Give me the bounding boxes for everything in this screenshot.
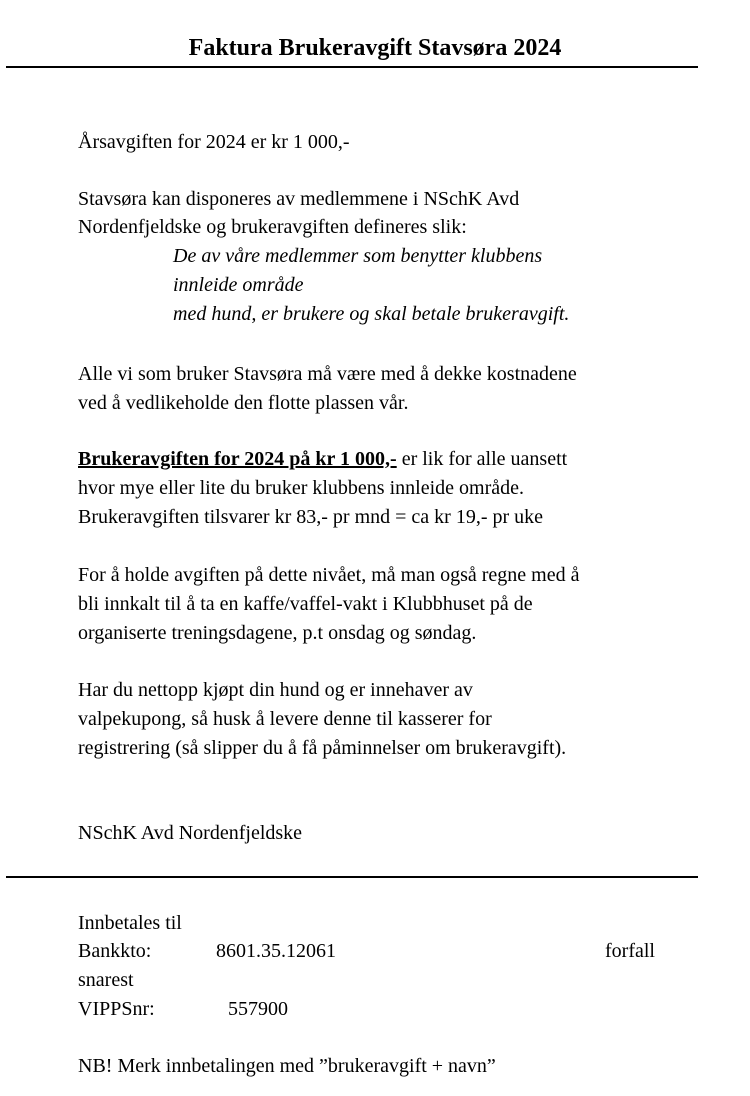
header-divider [6, 66, 698, 68]
definition-line-1: Stavsøra kan disponeres av medlemmene i NSchK Avd [78, 188, 520, 210]
fee-highlight: Brukeravgiften for 2024 på kr 1 000,- [78, 448, 397, 470]
all-users-line-2: ved å vedlikeholde den flotte plassen vår. [78, 392, 409, 414]
fee-line-1 [78, 445, 567, 474]
document-title: Faktura Brukeravgift Stavsøra 2024 [188, 35, 562, 61]
bank-account-label: Bankkto: [78, 940, 152, 962]
annual-fee-text: Årsavgiften for 2024 er kr 1 000,- [78, 131, 350, 153]
vipps-label: VIPPSnr: [78, 998, 155, 1020]
duty-line-3: organiserte treningsdagene, p.t onsdag og søndag. [78, 622, 477, 644]
vipps-number: 557900 [228, 998, 288, 1020]
payment-note: NB! Merk innbetalingen med ”brukeravgift + navn” [78, 1055, 496, 1077]
puppy-line-3: registrering (så slipper du å få påminnelser om brukeravgift). [78, 737, 567, 759]
due-value: snarest [78, 969, 134, 991]
fee-line-2: hvor mye eller lite du bruker klubbens innleide område. [78, 477, 524, 499]
signature: NSchK Avd Nordenfjeldske [78, 822, 303, 844]
payment-heading: Innbetales til [78, 912, 182, 934]
bank-account-number: 8601.35.12061 [216, 940, 336, 962]
definition-quote-line-2: innleide område [173, 274, 304, 296]
duty-line-2: bli innkalt til å ta en kaffe/vaffel-vakt i Klubbhuset på de [78, 593, 533, 615]
all-users-line-1: Alle vi som bruker Stavsøra må være med å dekke kostnadene [78, 363, 577, 385]
puppy-line-1: Har du nettopp kjøpt din hund og er innehaver av [78, 679, 473, 701]
due-label: forfall [605, 940, 655, 962]
definition-quote-line-1: De av våre medlemmer som benytter klubbens [173, 245, 543, 267]
puppy-line-2: valpekupong, så husk å levere denne til kasserer for [78, 708, 492, 730]
definition-line-2: Nordenfjeldske og brukeravgiften defineres slik: [78, 216, 467, 238]
fee-line-3: Brukeravgiften tilsvarer kr 83,- pr mnd = ca kr 19,- pr uke [78, 506, 544, 528]
duty-line-1: For å holde avgiften på dette nivået, må man også regne med å [78, 564, 580, 586]
definition-quote-line-3: med hund, er brukere og skal betale brukeravgift. [173, 303, 570, 325]
fee-line-1-rest: er lik for alle uansett [396, 448, 568, 470]
payment-divider [6, 876, 698, 878]
